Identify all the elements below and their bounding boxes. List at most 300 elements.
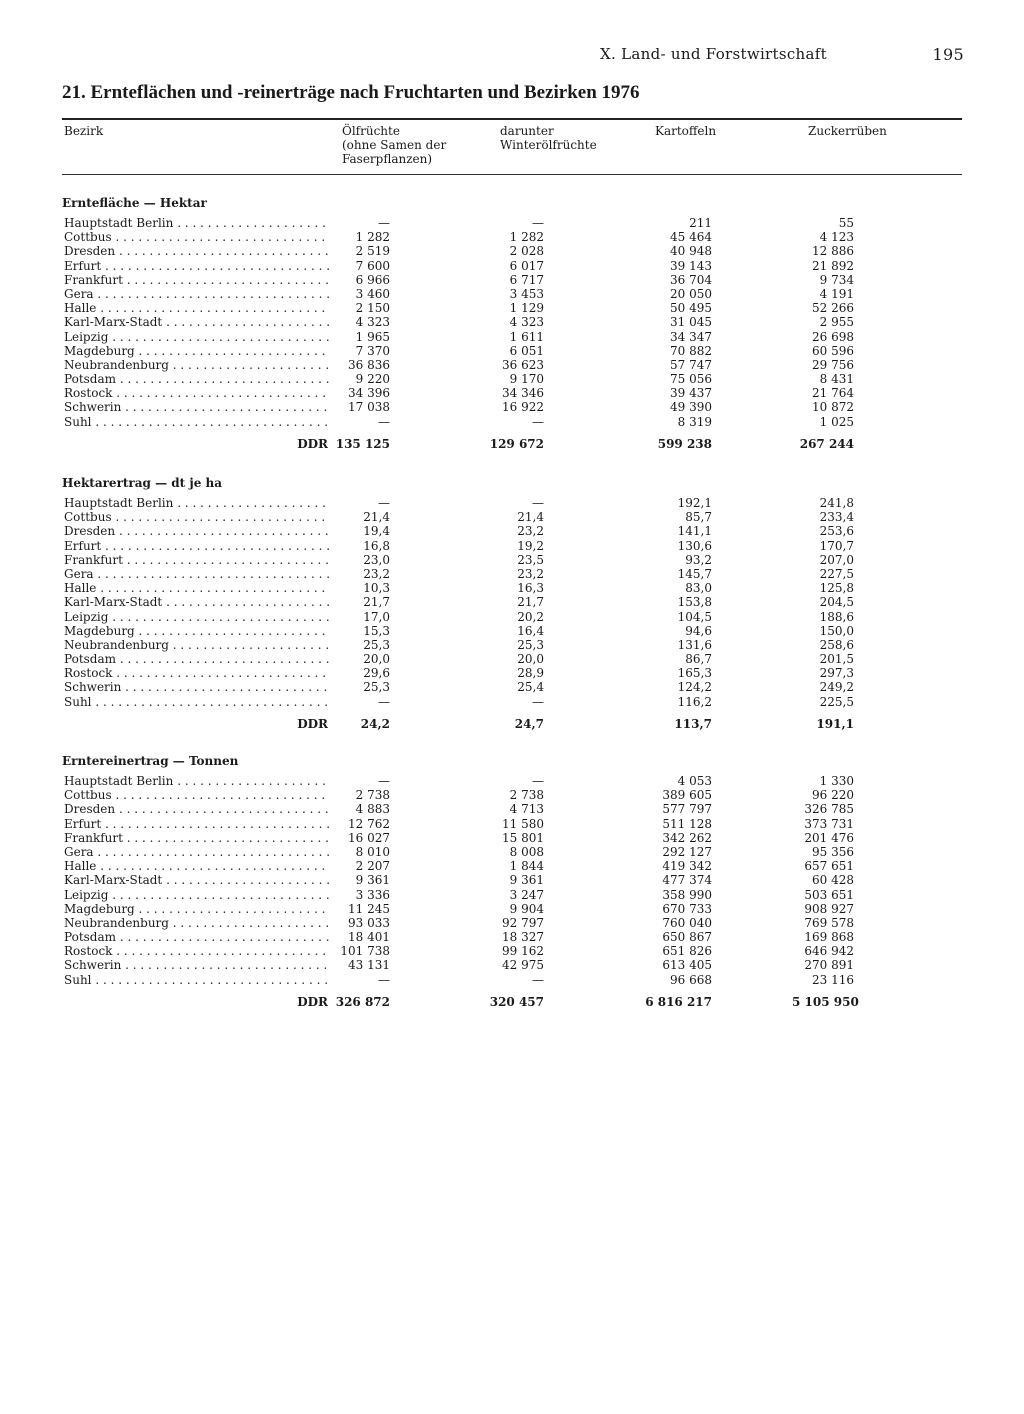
table-cell: 21,4	[517, 510, 544, 525]
top-rule	[62, 118, 962, 120]
table-cell: 2 738	[509, 788, 544, 803]
running-header	[600, 45, 964, 64]
table-cell: 249,2	[819, 680, 854, 695]
table-cell: 45 464	[670, 230, 712, 245]
table-cell: 6 051	[509, 343, 544, 358]
bezirk-name: Potsdam . . .	[64, 930, 330, 944]
table-cell: 21,7	[517, 595, 544, 610]
table-cell: 15,3	[363, 623, 390, 638]
table-cell: 7 370	[355, 343, 390, 358]
total-cell: 599 238	[657, 436, 712, 451]
table-cell: 227,5	[819, 566, 854, 581]
table-cell: 25,3	[517, 637, 544, 652]
table-cell: —	[378, 972, 390, 987]
table-cell: 9 904	[509, 901, 544, 916]
column-header-bezirk-label: Bezirk	[64, 124, 104, 138]
table-row	[62, 567, 962, 581]
table-cell: 477 374	[662, 873, 712, 888]
table-cell: 21,4	[363, 510, 390, 525]
table-cell: 3 460	[355, 286, 390, 301]
bezirk-name: Hauptstadt Berlin . . .	[64, 216, 330, 230]
bezirk-name: Cottbus . . .	[64, 510, 330, 524]
table-cell: 1 129	[509, 301, 544, 316]
table-cell: 1 965	[355, 329, 390, 344]
table-cell: 241,8	[819, 496, 854, 510]
table-cell: 9 734	[819, 272, 854, 287]
bezirk-name: Karl-Marx-Stadt . . .	[64, 873, 330, 887]
table-cell: 2 207	[355, 859, 390, 874]
bezirk-name: Suhl . . .	[64, 415, 330, 429]
table-cell: 116,2	[677, 694, 712, 709]
table-cell: 19,4	[363, 524, 390, 539]
table-cell: 4 713	[509, 802, 544, 817]
table-cell: 511 128	[662, 816, 712, 831]
table-cell: 131,6	[677, 637, 712, 652]
table-row	[62, 344, 962, 358]
bezirk-name: Rostock . . .	[64, 944, 330, 958]
table-cell: 12 762	[348, 816, 390, 831]
table-row	[62, 695, 962, 709]
table-cell: 18 401	[348, 930, 390, 945]
table-cell: 4 883	[355, 802, 390, 817]
bezirk-name: Gera . . .	[64, 287, 330, 301]
column-header-oel-line2: (ohne Samen der	[342, 138, 447, 152]
table-cell: 85,7	[685, 510, 712, 525]
column-header-kartoffeln	[655, 124, 716, 138]
table-row	[62, 817, 962, 831]
bezirk-name: Magdeburg . . .	[64, 624, 330, 638]
table-cell: 657 651	[804, 859, 854, 874]
table-row	[62, 273, 962, 287]
bezirk-name: Cottbus . . .	[64, 788, 330, 802]
table-cell: 2 955	[819, 315, 854, 330]
bezirk-name: Frankfurt . . .	[64, 831, 330, 845]
table-cell: 4 053	[677, 774, 712, 788]
table-row	[62, 831, 962, 845]
table-cell: 165,3	[677, 666, 712, 681]
table-cell: 20,0	[517, 652, 544, 667]
table-cell: 43 131	[348, 958, 390, 973]
table-cell: 4 191	[819, 286, 854, 301]
section-title: Hektarertrag — dt je ha	[62, 476, 223, 490]
table-cell: 2 519	[355, 244, 390, 259]
bezirk-name: Halle . . .	[64, 301, 330, 315]
bezirk-name: Karl-Marx-Stadt . . .	[64, 595, 330, 609]
table-cell: 11 245	[348, 901, 390, 916]
bezirk-name: Neubrandenburg . . .	[64, 358, 330, 372]
bezirk-name: Hauptstadt Berlin . . .	[64, 496, 330, 510]
total-cell: 326 872	[335, 994, 390, 1009]
table-cell: 9 361	[509, 873, 544, 888]
total-row	[62, 993, 962, 1011]
table-cell: 326 785	[804, 802, 854, 817]
table-row	[62, 845, 962, 859]
table-row	[62, 902, 962, 916]
table-cell: 25,3	[363, 680, 390, 695]
table-cell: 201,5	[819, 652, 854, 667]
table-cell: 9 170	[509, 372, 544, 387]
bezirk-name: Magdeburg . . .	[64, 344, 330, 358]
table-row	[62, 595, 962, 609]
table-row	[62, 788, 962, 802]
table-row	[62, 873, 962, 887]
table-cell: 4 323	[355, 315, 390, 330]
table-cell: 93,2	[685, 552, 712, 567]
table-cell: 96 668	[670, 972, 712, 987]
table-cell: 52 266	[812, 301, 854, 316]
table-cell: 342 262	[662, 830, 712, 845]
table-cell: 40 948	[670, 244, 712, 259]
bezirk-name: Dresden . . .	[64, 244, 330, 258]
table-cell: —	[532, 774, 544, 788]
table-cell: 297,3	[819, 666, 854, 681]
bezirk-name: Suhl . . .	[64, 973, 330, 987]
bezirk-name: Suhl . . .	[64, 695, 330, 709]
table-cell: 34 347	[670, 329, 712, 344]
total-cell: 267 244	[799, 436, 854, 451]
total-label: DDR	[297, 716, 328, 731]
table-cell: 8 010	[355, 844, 390, 859]
table-row	[62, 301, 962, 315]
table-cell: 2 028	[509, 244, 544, 259]
table-row	[62, 652, 962, 666]
table-cell: 1 611	[509, 329, 544, 344]
table-cell: 29 756	[812, 357, 854, 372]
table-cell: 145,7	[677, 566, 712, 581]
bezirk-name: Neubrandenburg . . .	[64, 916, 330, 930]
table-row	[62, 666, 962, 680]
table-cell: 57 747	[670, 357, 712, 372]
table-cell: 225,5	[819, 694, 854, 709]
table-cell: 26 698	[812, 329, 854, 344]
table-cell: —	[532, 496, 544, 510]
table-row	[62, 638, 962, 652]
table-cell: 125,8	[819, 581, 854, 596]
table-cell: 613 405	[662, 958, 712, 973]
total-cell: 24,2	[360, 716, 390, 731]
table-cell: 29,6	[363, 666, 390, 681]
table-cell: 11 580	[502, 816, 544, 831]
table-row	[62, 553, 962, 567]
table-cell: 23,2	[517, 566, 544, 581]
table-cell: 124,2	[677, 680, 712, 695]
column-header-zuckerrueben	[808, 124, 887, 138]
table-title: 21. Ernteflächen und -reinerträge nach Fruchtarten und Bezirken 1976	[62, 82, 640, 103]
table-cell: 2 150	[355, 301, 390, 316]
table-row	[62, 610, 962, 624]
table-cell: 86,7	[685, 652, 712, 667]
table-cell: 36 704	[670, 272, 712, 287]
table-cell: 6 717	[509, 272, 544, 287]
total-row	[62, 435, 962, 453]
table-row	[62, 372, 962, 386]
table-row	[62, 358, 962, 372]
table-row	[62, 802, 962, 816]
table-cell: —	[378, 216, 390, 230]
table-cell: 20,0	[363, 652, 390, 667]
bezirk-name: Karl-Marx-Stadt . . .	[64, 315, 330, 329]
bezirk-name: Erfurt . . .	[64, 259, 330, 273]
table-cell: 25,4	[517, 680, 544, 695]
table-row	[62, 524, 962, 538]
bezirk-name: Gera . . .	[64, 845, 330, 859]
table-cell: 96 220	[812, 788, 854, 803]
table-cell: 94,6	[685, 623, 712, 638]
table-row	[62, 973, 962, 987]
table-row	[62, 259, 962, 273]
table-cell: 201 476	[804, 830, 854, 845]
table-cell: —	[378, 774, 390, 788]
table-cell: 373 731	[804, 816, 854, 831]
table-cell: 16,3	[517, 581, 544, 596]
table-cell: 1 282	[355, 230, 390, 245]
table-cell: 83,0	[685, 581, 712, 596]
bezirk-name: Erfurt . . .	[64, 817, 330, 831]
bezirk-name: Schwerin . . .	[64, 958, 330, 972]
bezirk-name: Leipzig . . .	[64, 330, 330, 344]
bezirk-name: Potsdam . . .	[64, 652, 330, 666]
bezirk-name: Halle . . .	[64, 859, 330, 873]
table-cell: 211	[689, 216, 712, 230]
total-cell: 191,1	[816, 716, 854, 731]
table-cell: 6 017	[509, 258, 544, 273]
column-header-kartoffeln-label: Kartoffeln	[655, 124, 717, 138]
table-cell: 60 596	[812, 343, 854, 358]
table-cell: 9 361	[355, 873, 390, 888]
table-cell: 36 836	[348, 357, 390, 372]
total-label: DDR	[297, 436, 328, 451]
table-cell: 292 127	[662, 844, 712, 859]
bezirk-name: Halle . . .	[64, 581, 330, 595]
table-cell: 16 922	[502, 400, 544, 415]
section-hektarertrag	[62, 474, 962, 733]
table-cell: 42 975	[502, 958, 544, 973]
table-cell: 16,8	[363, 538, 390, 553]
bezirk-name: Dresden . . .	[64, 802, 330, 816]
total-cell: 5 105 950	[792, 994, 859, 1009]
column-header-oel-line3: Faserpflanzen)	[342, 152, 433, 166]
bezirk-name: Cottbus . . .	[64, 230, 330, 244]
table-cell: —	[378, 414, 390, 429]
table-cell: 18 327	[502, 930, 544, 945]
table-cell: 95 356	[812, 844, 854, 859]
table-rows	[62, 496, 962, 709]
total-cell: 320 457	[489, 994, 544, 1009]
bezirk-name: Schwerin . . .	[64, 680, 330, 694]
total-cell: 129 672	[489, 436, 544, 451]
table-cell: 23,5	[517, 552, 544, 567]
table-cell: —	[378, 694, 390, 709]
total-cell: 113,7	[674, 716, 712, 731]
table-cell: 1 025	[819, 414, 854, 429]
bezirk-name: Leipzig . . .	[64, 888, 330, 902]
table-cell: 141,1	[677, 524, 712, 539]
column-header-bezirk	[64, 124, 103, 138]
bezirk-name: Frankfurt . . .	[64, 273, 330, 287]
table-cell: —	[378, 496, 390, 510]
table-cell: 55	[838, 216, 854, 230]
table-cell: 60 428	[812, 873, 854, 888]
table-cell: 670 733	[662, 901, 712, 916]
table-row	[62, 400, 962, 414]
table-cell: 49 390	[670, 400, 712, 415]
table-cell: 4 323	[509, 315, 544, 330]
table-cell: 101 738	[340, 944, 390, 959]
table-cell: —	[532, 414, 544, 429]
table-cell: 192,1	[677, 496, 712, 510]
table-cell: 20,2	[517, 609, 544, 624]
table-rows	[62, 216, 962, 429]
column-header-winter-line2: Winterölfrüchte	[500, 138, 597, 152]
table-cell: 169 868	[804, 930, 854, 945]
section-title: Erntereinertrag — Tonnen	[62, 754, 239, 768]
table-cell: 31 045	[670, 315, 712, 330]
total-cell: 135 125	[335, 436, 390, 451]
table-row	[62, 581, 962, 595]
table-cell: 150,0	[819, 623, 854, 638]
table-row	[62, 930, 962, 944]
table-cell: 170,7	[819, 538, 854, 553]
table-row	[62, 888, 962, 902]
table-cell: 358 990	[662, 887, 712, 902]
table-cell: 188,6	[819, 609, 854, 624]
bezirk-name: Gera . . .	[64, 567, 330, 581]
table-cell: 21 764	[812, 386, 854, 401]
column-header-winter-line1: darunter	[500, 124, 554, 138]
table-cell: 207,0	[819, 552, 854, 567]
table-row	[62, 958, 962, 972]
page-number: 195	[932, 45, 964, 64]
table-cell: 70 882	[670, 343, 712, 358]
table-cell: 130,6	[677, 538, 712, 553]
table-row	[62, 510, 962, 524]
total-label: DDR	[297, 994, 328, 1009]
table-cell: 16 027	[348, 830, 390, 845]
table-cell: 646 942	[804, 944, 854, 959]
table-cell: 8 319	[677, 414, 712, 429]
table-cell: 12 886	[812, 244, 854, 259]
table-row	[62, 386, 962, 400]
bezirk-name: Neubrandenburg . . .	[64, 638, 330, 652]
table-cell: 1 844	[509, 859, 544, 874]
column-header-oel-line1: Ölfrüchte	[342, 124, 400, 138]
table-row	[62, 539, 962, 553]
table-cell: 39 437	[670, 386, 712, 401]
header-rule	[62, 174, 962, 175]
table-cell: 3 247	[509, 887, 544, 902]
table-cell: 15 801	[502, 830, 544, 845]
table-cell: 4 123	[819, 230, 854, 245]
table-row	[62, 496, 962, 510]
total-row	[62, 715, 962, 733]
table-cell: 34 396	[348, 386, 390, 401]
table-row	[62, 944, 962, 958]
table-cell: 389 605	[662, 788, 712, 803]
table-cell: 17 038	[348, 400, 390, 415]
table-row	[62, 287, 962, 301]
table-cell: 253,6	[819, 524, 854, 539]
total-cell: 6 816 217	[645, 994, 712, 1009]
table-cell: 104,5	[677, 609, 712, 624]
table-row	[62, 216, 962, 230]
bezirk-name: Schwerin . . .	[64, 400, 330, 414]
table-cell: 3 336	[355, 887, 390, 902]
table-cell: 25,3	[363, 637, 390, 652]
table-row	[62, 244, 962, 258]
column-header-winteroelfruechte	[500, 124, 597, 152]
table-cell: 23,2	[517, 524, 544, 539]
table-cell: 16,4	[517, 623, 544, 638]
table-row	[62, 624, 962, 638]
table-cell: 10,3	[363, 581, 390, 596]
table-cell: 769 578	[804, 915, 854, 930]
table-cell: 258,6	[819, 637, 854, 652]
table-cell: 21 892	[812, 258, 854, 273]
table-cell: 28,9	[517, 666, 544, 681]
table-cell: 92 797	[502, 915, 544, 930]
table-cell: 10 872	[812, 400, 854, 415]
table-cell: 503 651	[804, 887, 854, 902]
section-title: Erntefläche — Hektar	[62, 196, 207, 210]
table-row	[62, 230, 962, 244]
table-cell: 153,8	[677, 595, 712, 610]
table-cell: 908 927	[804, 901, 854, 916]
table-cell: 1 330	[819, 774, 854, 788]
table-cell: 99 162	[502, 944, 544, 959]
table-cell: 651 826	[662, 944, 712, 959]
bezirk-name: Frankfurt . . .	[64, 553, 330, 567]
table-rows	[62, 774, 962, 987]
table-cell: 650 867	[662, 930, 712, 945]
table-cell: 17,0	[363, 609, 390, 624]
table-cell: 23 116	[812, 972, 854, 987]
bezirk-name: Hauptstadt Berlin . . .	[64, 774, 330, 788]
table-cell: 20 050	[670, 286, 712, 301]
table-cell: 8 008	[509, 844, 544, 859]
table-cell: 9 220	[355, 372, 390, 387]
table-cell: 233,4	[819, 510, 854, 525]
bezirk-name: Erfurt . . .	[64, 539, 330, 553]
table-cell: 577 797	[662, 802, 712, 817]
table-cell: 8 431	[819, 372, 854, 387]
bezirk-name: Leipzig . . .	[64, 610, 330, 624]
table-cell: 270 891	[804, 958, 854, 973]
table-cell: —	[532, 216, 544, 230]
table-cell: 419 342	[662, 859, 712, 874]
table-cell: 19,2	[517, 538, 544, 553]
table-cell: —	[532, 694, 544, 709]
table-cell: 39 143	[670, 258, 712, 273]
column-header-zuckerrueben-label: Zuckerrüben	[808, 124, 887, 138]
table-cell: 7 600	[355, 258, 390, 273]
table-row	[62, 315, 962, 329]
column-header-oelfruechte	[342, 124, 446, 166]
table-row	[62, 415, 962, 429]
table-cell: 23,2	[363, 566, 390, 581]
table-cell: 1 282	[509, 230, 544, 245]
table-cell: 21,7	[363, 595, 390, 610]
table-cell: 50 495	[670, 301, 712, 316]
table-cell: 75 056	[670, 372, 712, 387]
table-cell: 3 453	[509, 286, 544, 301]
bezirk-name: Potsdam . . .	[64, 372, 330, 386]
total-cell: 24,7	[514, 716, 544, 731]
section-erntefläche	[62, 194, 962, 453]
table-cell: 23,0	[363, 552, 390, 567]
table-cell: 36 623	[502, 357, 544, 372]
table-cell: 204,5	[819, 595, 854, 610]
table-cell: 760 040	[662, 915, 712, 930]
